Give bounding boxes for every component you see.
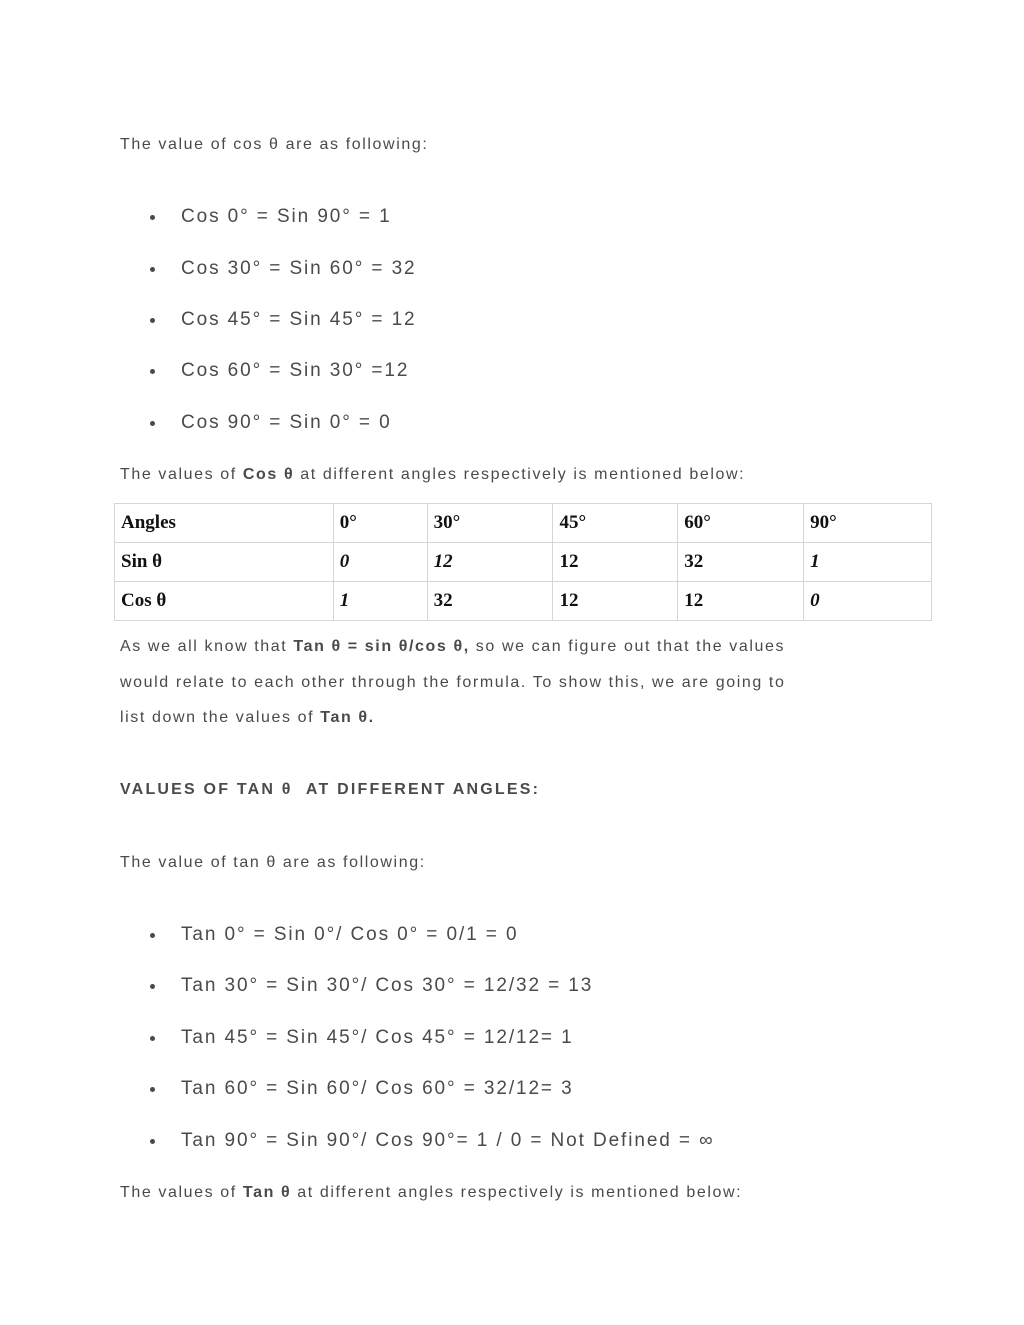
table-cell: 12: [678, 582, 804, 621]
bullet-icon: [150, 1139, 155, 1144]
tan-formula-line-3: list down the values of Tan θ.: [120, 709, 375, 726]
tan-table-intro: The values of Tan θ at different angles respectively is mentioned below:: [120, 1184, 743, 1201]
bullet-icon: [150, 215, 155, 220]
bullet-icon: [150, 267, 155, 272]
table-cell: 32: [427, 582, 553, 621]
table-cell: Cos θ: [115, 582, 334, 621]
tan-formula-bold: Tan θ = sin θ/cos θ,: [293, 638, 470, 655]
tan-formula-line-2: would relate to each other through the formula. To show this, we are going to: [120, 674, 786, 691]
table-cell: 45°: [553, 504, 678, 543]
table-row: [115, 543, 932, 582]
table-cell: 12: [553, 582, 678, 621]
table-cell: Angles: [115, 504, 334, 543]
table-cell: 32: [678, 543, 804, 582]
bullet-icon: [150, 1087, 155, 1092]
cos-intro: The value of cos θ are as following:: [120, 136, 429, 153]
bullet-icon: [150, 1036, 155, 1041]
bullet-icon: [150, 933, 155, 938]
tan-theta-bold: Tan θ: [242, 1184, 292, 1201]
section-heading: VALUES OF TAN θ AT DIFFERENT ANGLES:: [120, 781, 541, 798]
bullet-icon: [150, 984, 155, 989]
cos-theta-bold: Cos θ: [242, 466, 295, 483]
table-cell: 12: [553, 543, 678, 582]
table-cell: 1: [804, 543, 932, 582]
bullet-icon: [150, 421, 155, 426]
table-cell: 0: [333, 543, 427, 582]
table-cell: 1: [333, 582, 427, 621]
trig-values-table: [114, 503, 932, 621]
tan-intro: The value of tan θ are as following:: [120, 854, 426, 871]
document-page: The value of cos θ are as following: Cos 0° = Sin 90° = 1 Cos 30° = Sin 60° = 32 Cos 45° = Sin 45° = 12 Cos 60° = Sin 30° =12 Cos 90° = Sin 0° = 0 The values of Cos θ at different angles respectively is mentioned below: Angles 0° 30° 45° 60° 90° Sin θ 0 12 12 32 1 Cos θ 1 32 12 12 0 As we all know that Tan θ = sin θ/cos θ, so we can figure out that the values would relate to each other through the formula. To show this, we are going to list down the values of Tan θ. VALUES OF TAN θ AT DIFFERENT ANGLES: The value of tan θ are as following: Tan 0° = Sin 0°/ Cos 0° = 0/1 = 0 Tan 30° = Sin 30°/ Cos 30° = 12/32 = 13 Tan 45° = Sin 45°/ Cos 45° = 12/12= 1 Tan 60° = Sin 60°/ Cos 60° = 32/12= 3 Tan 90° = Sin 90°/ Cos 90°= 1 / 0 = Not Defined = ∞ The values of Tan θ at different angles respectively is mentioned below:: [0, 0, 1024, 1325]
table-cell: 60°: [678, 504, 804, 543]
table-cell: 12: [427, 543, 553, 582]
cos-table-intro: The values of Cos θ at different angles respectively is mentioned below:: [120, 466, 746, 483]
table-row: [115, 582, 932, 621]
table-cell: 30°: [427, 504, 553, 543]
table-cell: Sin θ: [115, 543, 334, 582]
table-cell: 90°: [804, 504, 932, 543]
table-header-row: [115, 504, 932, 543]
tan-theta-bold: Tan θ.: [320, 709, 375, 726]
table-cell: 0°: [333, 504, 427, 543]
bullet-icon: [150, 369, 155, 374]
tan-formula-line-1: As we all know that Tan θ = sin θ/cos θ, so we can figure out that the values: [120, 638, 786, 655]
table-cell: 0: [804, 582, 932, 621]
bullet-icon: [150, 318, 155, 323]
